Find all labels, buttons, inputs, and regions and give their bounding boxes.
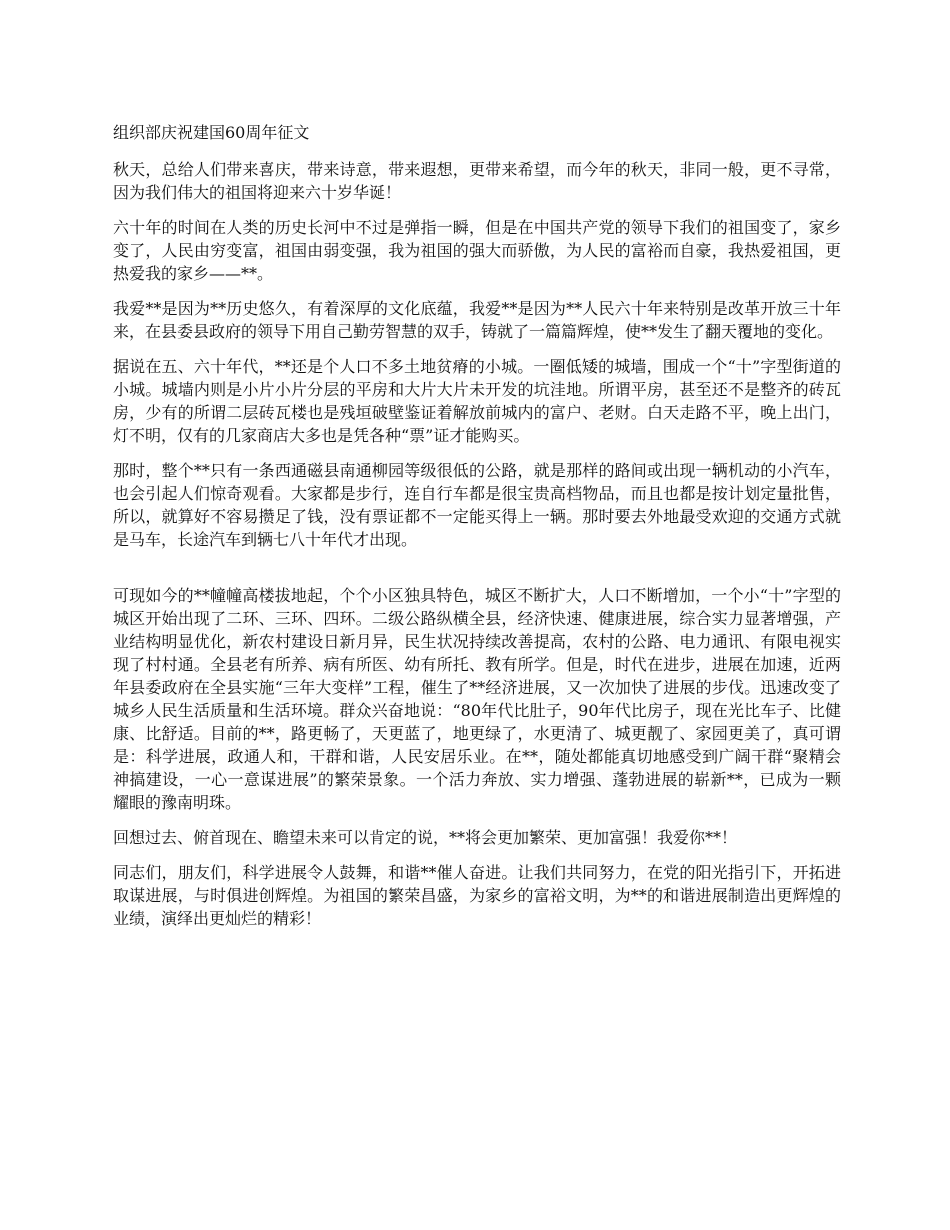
paragraph-5: 那时，整个**只有一条西通磁县南通柳园等级很低的公路，就是那样的路间或出现一辆机动的小汽车，也会引起人们惊奇观看。大家都是步行，连自行车都是很宝贵高档物品，而且也都是按计划定量批售，所以，就算好不容易攒足了钱，没有票证都不一定能买得上一辆。那时要去外地最受欢迎的交通方式就是马车，长途汽车到辆七八十年代才出现。: [113, 461, 841, 549]
paragraph-3: 我爱**是因为**历史悠久，有着深厚的文化底蕴，我爱**是因为**人民六十年来特别是改革开放三十年来，在县委县政府的领导下用自己勤劳智慧的双手，铸就了一篇篇辉煌，使**发生了翻天覆地的变化。: [113, 299, 841, 341]
document-title: 组织部庆祝建国60周年征文: [113, 123, 310, 142]
paragraph-1: 秋天，总给人们带来喜庆，带来诗意，带来遐想，更带来希望，而今年的秋天，非同一般，更不寻常，因为我们伟大的祖国将迎来六十岁华诞！: [113, 160, 841, 202]
paragraph-6: 可现如今的**幢幢高楼拔地起，个个小区独具特色，城区不断扩大，人口不断增加，一个小“十”字型的城区开始出现了二环、三环、四环。二级公路纵横全县，经济快速、健康进展，综合实力显著增强，产业结构明显优化，新农村建设日新月异，民生状况持续改善提高，农村的公路、电力通讯、有限电视实现了村村通。全县老有所养、病有所医、幼有所托、教有所学。但是，时代在进步，进展在加速，近两年县委政府在全县实施“三年大变样”工程，催生了**经济进展，又一次加快了进展的步伐。迅速改变了城乡人民生活质量和生活环境。群众兴奋地说：“80年代比肚子，90年代比房子，现在光比车子、比健康、比舒适。目前的**，路更畅了，天更蓝了，地更绿了，水更清了、城更靓了、家园更美了，真可谓是：科学进展，政通人和，干群和谐，人民安居乐业。在**，随处都能真切地感受到广阔干群“聚精会神搞建设，一心一意谋进展”的繁荣景象。一个活力奔放、实力增强、蓬勃进展的崭新**，已成为一颗耀眼的豫南明珠。: [113, 586, 841, 812]
paragraph-2: 六十年的时间在人类的历史长河中不过是弹指一瞬，但是在中国共产党的领导下我们的祖国变了，家乡变了，人民由穷变富，祖国由弱变强，我为祖国的强大而骄傲，为人民的富裕而自豪，我热爱祖国，更热爱我的家乡——**。: [113, 218, 841, 283]
paragraph-8: 同志们，朋友们，科学进展令人鼓舞，和谐**催人奋进。让我们共同努力，在党的阳光指引下，开拓进取谋进展，与时俱进创辉煌。为祖国的繁荣昌盛，为家乡的富裕文明，为**的和谐进展制造出更辉煌的业绩，演绎出更灿烂的精彩！: [113, 863, 841, 928]
document-body: [113, 121, 841, 942]
blank-line: [113, 563, 841, 584]
paragraph-4: 据说在五、六十年代，**还是个人口不多土地贫瘠的小城。一圈低矮的城墙，围成一个“十”字型街道的小城。城墙内则是小片小片分层的平房和大片大片未开发的坑洼地。所谓平房，甚至还不是整齐的砖瓦房，少有的所谓二层砖瓦楼也是残垣破壁鉴证着解放前城内的富户、老财。白天走路不平，晚上出门，灯不明，仅有的几家商店大多也是凭各种“票”证才能购买。: [113, 357, 841, 445]
paragraph-7: 回想过去、俯首现在、瞻望未来可以肯定的说，**将会更加繁荣、更加富强！我爱你**！: [113, 828, 738, 847]
